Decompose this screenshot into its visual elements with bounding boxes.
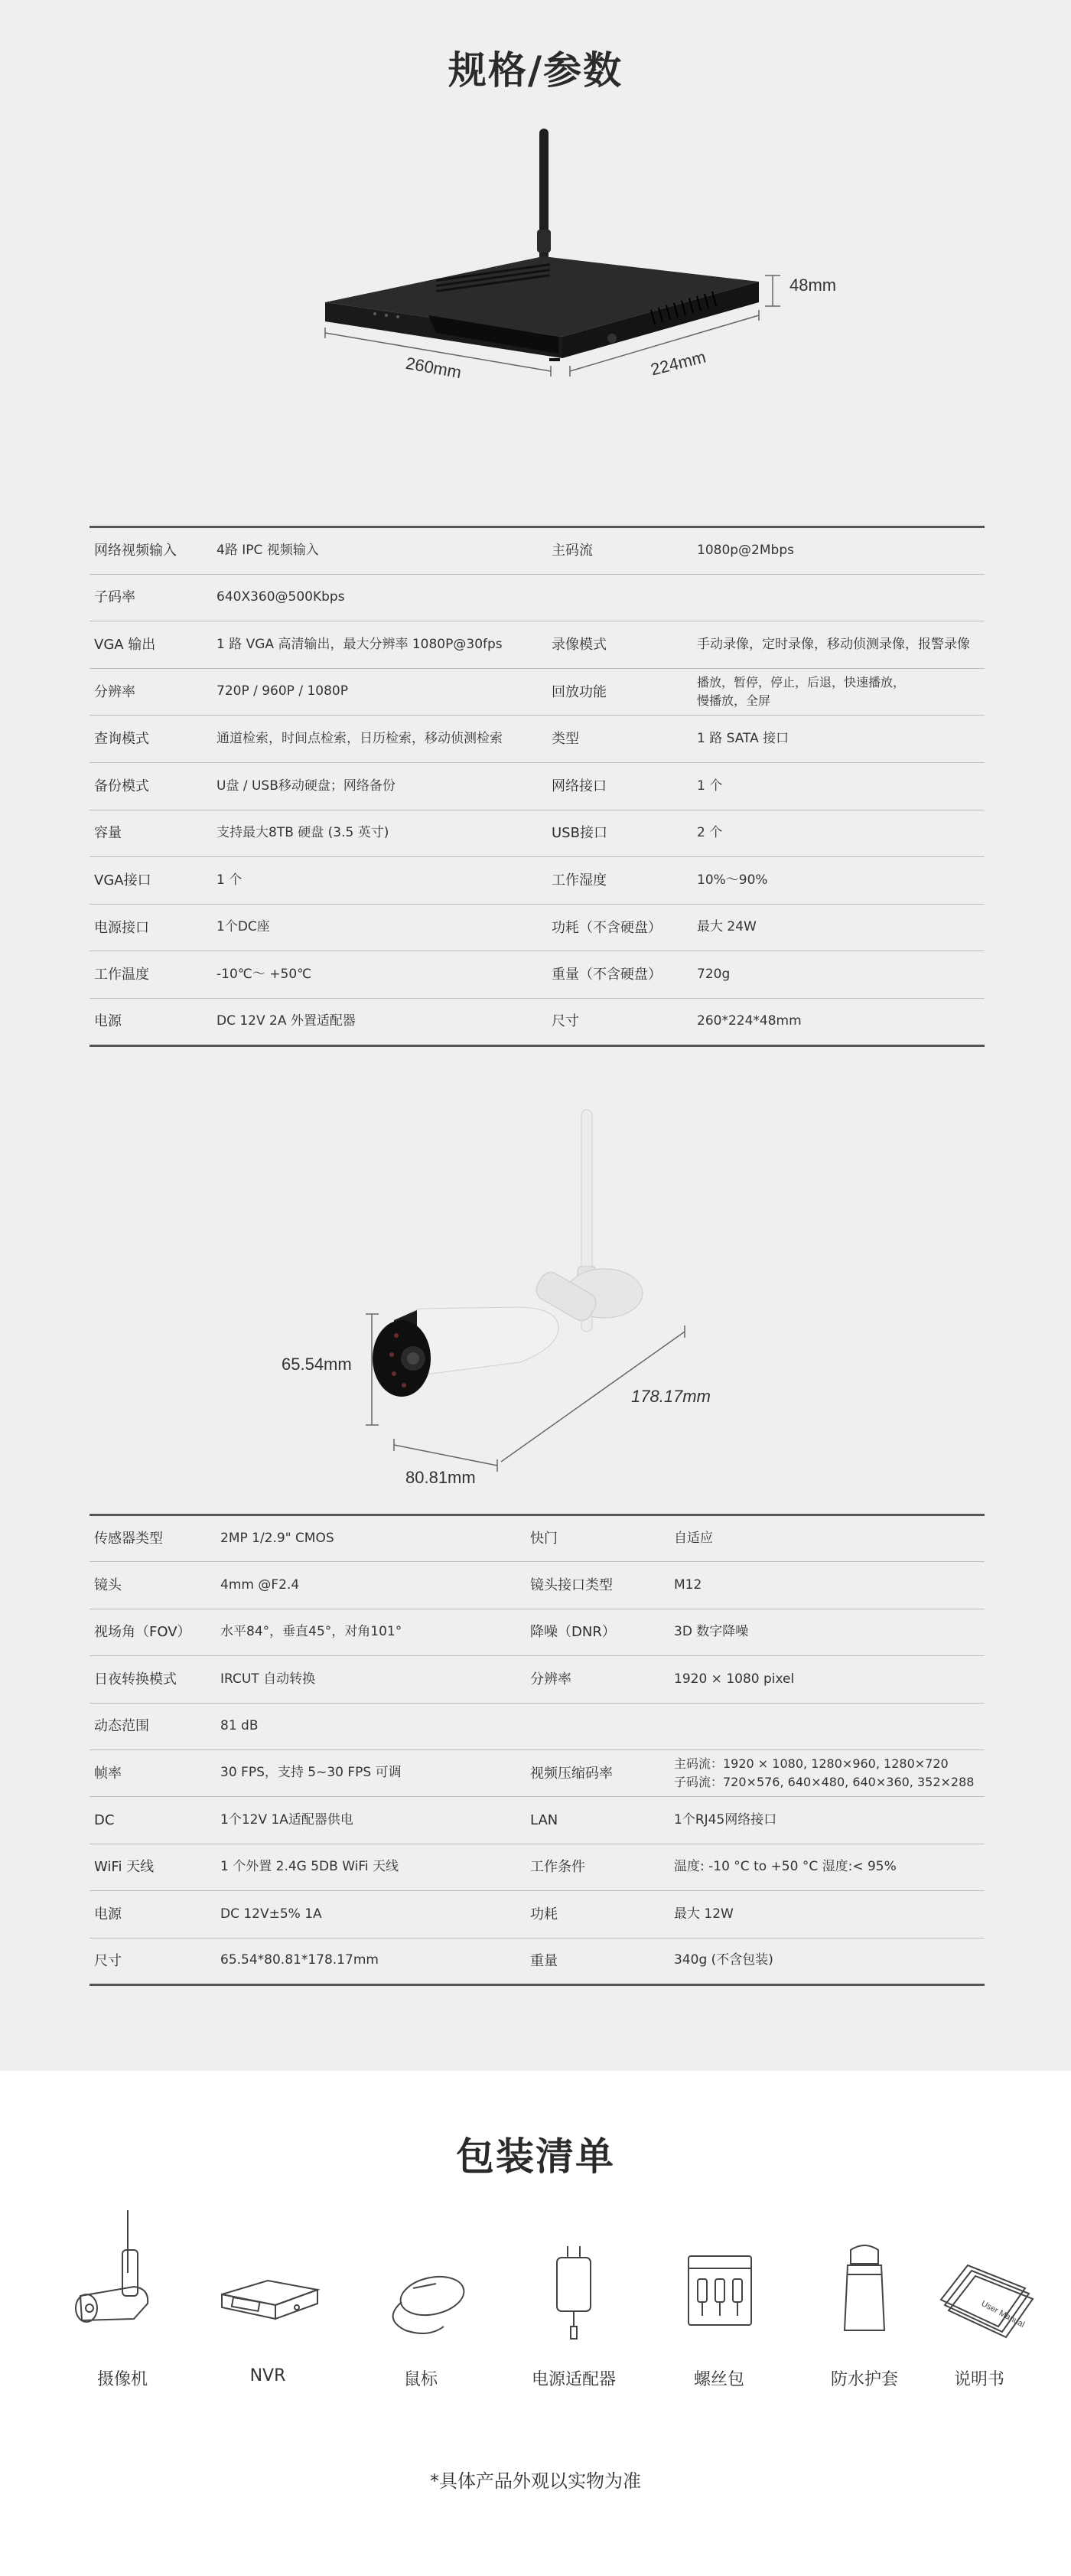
spec-value	[669, 1703, 985, 1749]
spec-value: -10℃～ +50℃	[212, 951, 547, 999]
spec-value: IRCUT 自动转换	[216, 1656, 526, 1703]
manual-cover-text: User Manual	[979, 2299, 1027, 2330]
spec-value: 10%～90%	[692, 857, 985, 905]
spec-row	[90, 668, 985, 716]
spec-value: 3D 数字降噪	[669, 1609, 985, 1655]
spec-value: 1 路 VGA 高清输出，最大分辨率 1080P@30fps	[212, 621, 547, 669]
spec-value: 30 FPS，支持 5~30 FPS 可调	[216, 1749, 526, 1796]
spec-key: 备份模式	[90, 762, 212, 810]
mouse-icon	[360, 2204, 482, 2349]
spec-row	[90, 904, 985, 951]
spec-key: 网络接口	[547, 762, 692, 810]
spec-value	[692, 574, 985, 621]
spec-value: 1920 × 1080 pixel	[669, 1656, 985, 1703]
spec-key: DC	[90, 1797, 216, 1844]
pack-item-mouse	[360, 2204, 482, 2403]
spec-value: 1个DC座	[212, 904, 547, 951]
spec-value: 温度: -10 °C to +50 °C 湿度:< 95%	[669, 1844, 985, 1890]
spec-key: 降噪（DNR）	[526, 1609, 669, 1655]
spec-key: 分辨率	[90, 668, 212, 716]
spec-key: 动态范围	[90, 1703, 216, 1749]
spec-value: 1080p@2Mbps	[692, 527, 985, 575]
spec-key	[526, 1703, 669, 1749]
pack-item-label: 电源适配器	[531, 2370, 616, 2389]
camera-icon	[65, 2204, 180, 2349]
spec-row	[90, 1703, 985, 1749]
spec-value: 播放，暂停，停止，后退，快速播放， 慢播放，全屏	[692, 668, 985, 716]
pack-item-label: 螺丝包	[693, 2370, 744, 2389]
manual-icon	[918, 2204, 1040, 2349]
spec-row	[90, 574, 985, 621]
spec-key: 电源	[90, 1891, 216, 1938]
spec-key: VGA 输出	[90, 621, 212, 669]
spec-value: 自适应	[669, 1515, 985, 1562]
camera-height-label: 65.54mm	[282, 1355, 352, 1374]
spec-value: 手动录像，定时录像，移动侦测录像，报警录像	[692, 621, 985, 669]
spec-key: 镜头接口类型	[526, 1562, 669, 1609]
spec-row	[90, 716, 985, 763]
spec-value: 65.54*80.81*178.17mm	[220, 1952, 379, 1968]
spec-key: VGA接口	[90, 857, 212, 905]
spec-key: 视场角（FOV）	[90, 1609, 216, 1655]
spec-value: 4路 IPC 视频输入	[212, 527, 547, 575]
spec-key: 查询模式	[90, 716, 212, 763]
pack-item-power-adapter	[513, 2204, 635, 2403]
spec-title: 规格/参数	[448, 48, 623, 93]
spec-key: 网络视频输入	[90, 527, 212, 575]
pack-item-camera	[61, 2204, 184, 2403]
spec-key: 重量（不含硬盘）	[547, 951, 692, 999]
spec-row	[90, 1656, 985, 1703]
spec-value: M12	[669, 1562, 985, 1609]
spec-key: 容量	[90, 810, 212, 857]
spec-value: 主码流：1920 × 1080, 1280×960, 1280×720 子码流：720×576, 640×480, 640×360, 352×288	[669, 1749, 985, 1796]
spec-key: 视频压缩码率	[526, 1749, 669, 1796]
camera-length-label: 178.17mm	[631, 1387, 711, 1406]
spec-key: 工作湿度	[547, 857, 692, 905]
spec-value: 1 个	[212, 857, 547, 905]
spec-key: 主码流	[547, 527, 692, 575]
spec-row	[90, 527, 985, 575]
nvr-height-label: 48mm	[789, 276, 837, 295]
spec-row	[90, 621, 985, 669]
spec-key: 尺寸	[552, 1013, 579, 1030]
spec-key: USB接口	[547, 810, 692, 857]
spec-value: 4mm @F2.4	[216, 1562, 526, 1609]
pack-item-screw-pack	[658, 2204, 780, 2403]
spec-key: LAN	[526, 1797, 669, 1844]
camera-product-image	[268, 1102, 742, 1500]
spec-value: 720P / 960P / 1080P	[212, 668, 547, 716]
pack-item-label: 鼠标	[403, 2370, 438, 2389]
spec-value: 通道检索，时间点检索，日历检索，移动侦测检索	[212, 716, 547, 763]
spec-key: 重量	[530, 1952, 558, 1969]
pack-item-nvr	[207, 2204, 329, 2403]
spec-key: 类型	[547, 716, 692, 763]
waterproof-cover-icon	[803, 2204, 926, 2349]
power-adapter-icon	[513, 2204, 635, 2349]
spec-row	[90, 1891, 985, 1938]
spec-key: 电源接口	[90, 904, 212, 951]
screw-pack-icon	[658, 2204, 780, 2349]
spec-value: 支持最大8TB 硬盘 (3.5 英寸)	[212, 810, 547, 857]
spec-value: 2MP 1/2.9" CMOS	[216, 1515, 526, 1562]
nvr-product-image	[291, 115, 837, 452]
spec-key: 录像模式	[547, 621, 692, 669]
spec-value: 260*224*48mm	[697, 1012, 802, 1029]
nvr-width-label: 224mm	[648, 347, 708, 380]
spec-value: U盘 / USB移动硬盘；网络备份	[212, 762, 547, 810]
nvr-illustration	[291, 115, 826, 452]
spec-row	[90, 1844, 985, 1890]
spec-row	[90, 857, 985, 905]
spec-key	[547, 574, 692, 621]
spec-key: 功耗（不含硬盘）	[547, 904, 692, 951]
spec-key: 尺寸	[94, 1952, 122, 1969]
spec-key: 日夜转换模式	[90, 1656, 216, 1703]
spec-value: 1个12V 1A适配器供电	[216, 1797, 526, 1844]
spec-key: 快门	[526, 1515, 669, 1562]
spec-key: WiFi 天线	[90, 1844, 216, 1890]
spec-value: 2 个	[692, 810, 985, 857]
spec-row	[90, 1797, 985, 1844]
spec-value: 1个RJ45网络接口	[669, 1797, 985, 1844]
spec-value: 720g	[692, 951, 985, 999]
spec-key: 工作温度	[90, 951, 212, 999]
spec-row	[90, 762, 985, 810]
spec-row	[90, 1562, 985, 1609]
spec-row	[90, 1515, 985, 1562]
spec-value: 1 个	[692, 762, 985, 810]
spec-row	[90, 1609, 985, 1655]
spec-key: 子码率	[90, 574, 212, 621]
spec-key: 功耗	[526, 1891, 669, 1938]
pack-item-label: NVR	[249, 2366, 286, 2385]
footnote: *具体产品外观以实物为准	[430, 2470, 641, 2492]
packing-list	[46, 2204, 1025, 2403]
spec-key: 回放功能	[547, 668, 692, 716]
spec-value: 最大 12W	[669, 1891, 985, 1938]
spec-value: 最大 24W	[692, 904, 985, 951]
spec-key: 工作条件	[526, 1844, 669, 1890]
spec-key: 分辨率	[526, 1656, 669, 1703]
spec-key: 传感器类型	[90, 1515, 216, 1562]
nvr-icon	[207, 2204, 329, 2349]
spec-key: 镜头	[90, 1562, 216, 1609]
spec-value: 81 dB	[216, 1703, 526, 1749]
spec-row	[90, 1749, 985, 1796]
spec-value: 1 路 SATA 接口	[692, 716, 985, 763]
camera-width-label: 80.81mm	[405, 1468, 476, 1487]
camera-spec-table	[90, 1514, 985, 1986]
camera-illustration	[268, 1102, 742, 1500]
nvr-depth-label: 260mm	[404, 353, 464, 383]
spec-row	[90, 951, 985, 999]
spec-row	[90, 810, 985, 857]
spec-value: 1 个外置 2.4G 5DB WiFi 天线	[216, 1844, 526, 1890]
pack-item-waterproof-cover	[803, 2204, 926, 2403]
spec-value: 水平84°，垂直45°，对角101°	[216, 1609, 526, 1655]
nvr-spec-table	[90, 526, 985, 1047]
pack-item-label: 说明书	[953, 2370, 1004, 2389]
spec-key: 帧率	[90, 1749, 216, 1796]
pack-item-label: 摄像机	[96, 2370, 148, 2389]
packing-title: 包装清单	[456, 2134, 615, 2179]
spec-value: 340g (不含包装)	[674, 1952, 773, 1968]
spec-value: 640X360@500Kbps	[212, 574, 547, 621]
spec-row	[90, 1938, 985, 1984]
pack-item-manual	[918, 2204, 1040, 2403]
spec-value: DC 12V 2A 外置适配器	[216, 1012, 356, 1029]
spec-key: 电源	[94, 1013, 122, 1030]
pack-item-label: 防水护套	[830, 2370, 898, 2389]
spec-row	[90, 998, 985, 1045]
spec-value: DC 12V±5% 1A	[216, 1891, 526, 1938]
